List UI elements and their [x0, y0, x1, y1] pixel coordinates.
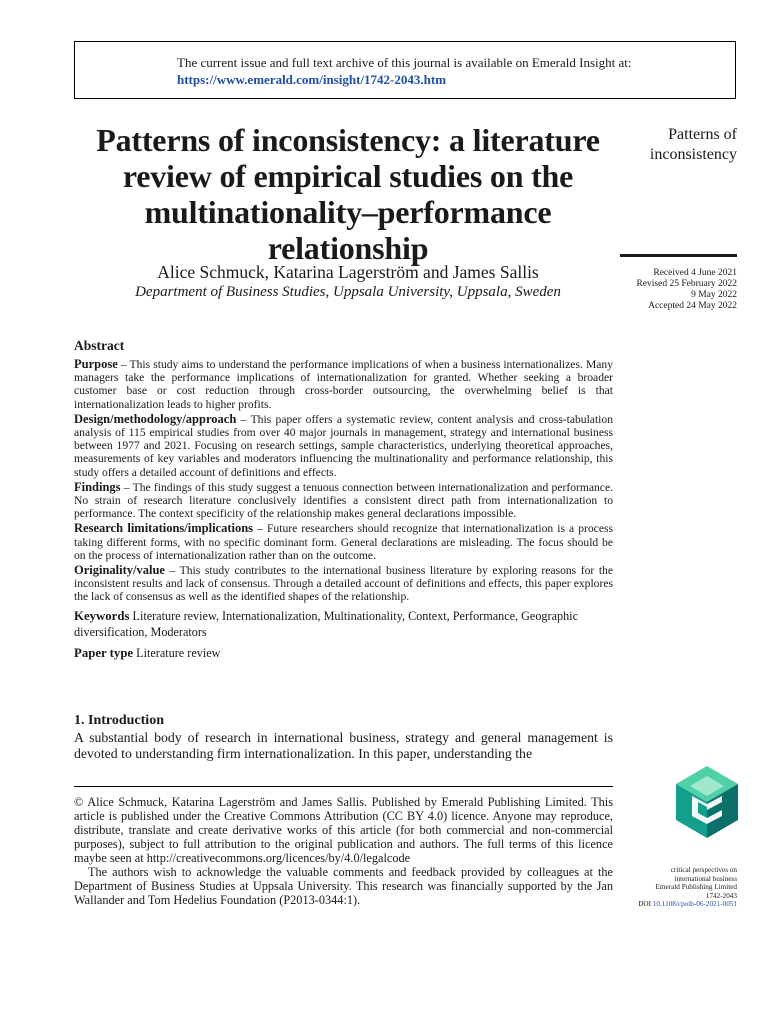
journal-info — [608, 866, 737, 909]
accepted-date: Accepted 24 May 2022 — [648, 301, 737, 311]
revised-date-2: 9 May 2022 — [691, 290, 737, 300]
footnote-divider — [74, 786, 613, 787]
acknowledgement-note: The authors wish to acknowledge the valuable comments and feedback provided by colleagues at the Department of Business Studies at Uppsala University. This research was financially supported by the Jan Wallander and Tom Hedelius Foundation (P2013-0344:1). — [74, 865, 613, 907]
footnote — [74, 795, 613, 907]
abstract — [74, 338, 613, 661]
issn: 1742-2043 — [705, 891, 737, 900]
running-head-line1: Patterns of — [668, 126, 737, 143]
running-head — [620, 125, 737, 165]
journal-name-line1: critical perspectives on — [670, 866, 737, 874]
journal-name-line2: international business — [674, 874, 737, 883]
doi-link[interactable]: 10.1108/cpoib-06-2021-0051 — [652, 900, 737, 909]
keywords: Keywords Literature review, Internationalization, Multinationality, Context, Performance, Geographic diversification, Moderators — [74, 608, 578, 639]
article-title: Patterns of inconsistency: a literature review of empirical studies on the multinationality–performance relationship — [96, 122, 600, 266]
running-head-rule — [620, 254, 737, 257]
abstract-originality: Originality/value – This study contributes to the international business literature by exploring reasons for the inconsistent results and lack of consensus. Through a detailed account of definitions and effects, this paper explores the lack of consensus as well as the identified shapes of the relationship. — [74, 563, 613, 604]
header-box — [74, 41, 736, 99]
journal-url-link[interactable]: https://www.emerald.com/insight/1742-2043.htm — [177, 72, 447, 87]
submission-dates — [610, 268, 737, 312]
introduction-heading: 1. Introduction — [74, 713, 164, 728]
affiliation: Department of Business Studies, Uppsala University, Uppsala, Sweden — [135, 284, 561, 300]
paper-type: Paper type Literature review — [74, 645, 221, 660]
abstract-limitations: Research limitations/implications – Future researchers should recognize that internationalization is a process taking different forms, with no specific dominant form. General declarations are misleading. The focus should be on the process of internationalization rather than on the outcome. — [74, 521, 614, 562]
archive-notice: The current issue and full text archive of this journal is available on Emerald Insight at: — [177, 55, 632, 70]
revised-date: Revised 25 February 2022 — [636, 279, 737, 289]
received-date: Received 4 June 2021 — [653, 268, 737, 278]
journal-logo-icon — [676, 766, 738, 838]
abstract-design: Design/methodology/approach – This paper offers a systematic review, content analysis and cross-tabulation analysis of 115 empirical studies from over 40 major journals in management, strategy and international business between 1977 and 2021. Focusing on research settings, sample characteristics, underlying theoretical approaches, measurements of key variables and moderators influencing the multinationality and performance relationship, this study offers a detailed account of definitions and effects. — [74, 411, 613, 479]
doi: DOI 10.1108/cpoib-06-2021-0051 — [638, 900, 737, 909]
abstract-heading: Abstract — [74, 338, 125, 353]
publisher: Emerald Publishing Limited — [655, 883, 737, 892]
introduction-text: A substantial body of research in international business, strategy and general management is devoted to understanding firm internationalization. In this paper, understanding the — [74, 730, 613, 761]
authors: Alice Schmuck, Katarina Lagerström and James Sallis — [157, 262, 539, 282]
license-note: © Alice Schmuck, Katarina Lagerström and James Sallis. Published by Emerald Publishing Limited. This article is published under the Creative Commons Attribution (CC BY 4.0) licence. Anyone may reproduce, distribute, translate and create derivative works of this article (for both commercial and non-commercial purposes), subject to full attribution to the original publication and authors. The full terms of this licence maybe seen at http://creativecommons.org/licences/by/4.0/legalcode — [74, 795, 613, 865]
running-head-line2: inconsistency — [649, 146, 737, 163]
abstract-findings: Findings – The findings of this study suggest a tenuous connection between internationalization and performance. No strain of research literature conclusively identifies a consistent direct path from internationalization to performance. The context specificity of the relationship makes general declarations impossible. — [74, 479, 613, 521]
abstract-purpose: Purpose – This study aims to understand the performance implications of when a business internationalizes. Many managers take the performance implications of internationalization for granted. Whether seeking a broader customer base or cost reduction through cross-border outsourcing, the overwhelming belief is that internationalization leads to higher profits. — [74, 357, 613, 411]
